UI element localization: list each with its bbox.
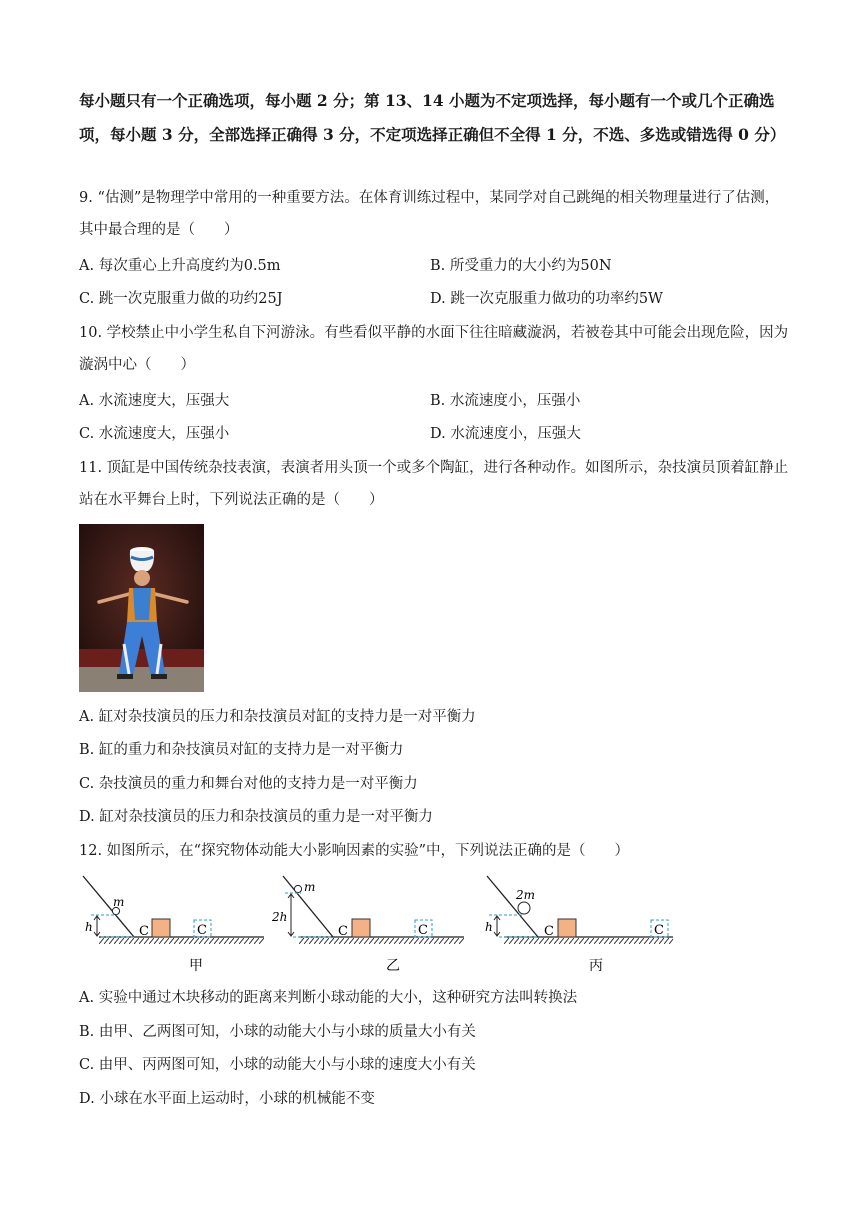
question-10-option-a: A. 水流速度大，压强大 [79, 393, 230, 409]
question-12-option-d: D. 小球在水平面上运动时，小球的机械能不变 [79, 1091, 375, 1107]
yi-wood-block [352, 919, 370, 937]
question-12-option-c: C. 由甲、丙两图可知，小球的动能大小与小球的速度大小有关 [79, 1057, 476, 1073]
section-instructions: 每小题只有一个正确选项，每小题 2 分；第 13、14 小题为不定项选择，每小题有一个或几个正确选项，每小题 3 分，全部选择正确得 3 分，不定项选择正确但不全得 1 分，不选、多选或错选得 0 分） [79, 91, 786, 144]
jia-wood-block [152, 919, 170, 937]
question-11-option-d: D. 缸对杂技演员的压力和杂技演员的重力是一对平衡力 [79, 809, 433, 825]
question-10-option-d: D. 水流速度小，压强大 [430, 426, 581, 442]
bing-block-label: C [544, 924, 554, 939]
question-9-option-c: C. 跳一次克服重力做的功约25J [79, 291, 283, 307]
jia-caption: 甲 [189, 958, 203, 974]
jia-mass-label: m [113, 895, 125, 909]
bing-caption: 丙 [589, 958, 603, 974]
jia-height-label: h [85, 920, 93, 934]
question-11-option-a: A. 缸对杂技演员的压力和杂技演员对缸的支持力是一对平衡力 [79, 709, 476, 725]
kinetic-energy-experiment-figure [79, 872, 679, 976]
question-9-stem: 9. “估测”是物理学中常用的一种重要方法。在体育训练过程中，某同学对自己跳绳的相关物理量进行了估测，其中最合理的是（ ） [79, 190, 780, 238]
question-11-option-b: B. 缸的重力和杂技演员对缸的支持力是一对平衡力 [79, 742, 404, 758]
jia-block-ghost-label: C [197, 923, 207, 938]
question-12-option-b: B. 由甲、乙两图可知，小球的动能大小与小球的质量大小有关 [79, 1024, 476, 1040]
figure-bing [485, 876, 673, 974]
yi-block-ghost-label: C [418, 923, 428, 938]
jia-block-label: C [139, 924, 149, 939]
yi-mass-label: m [304, 880, 316, 894]
question-10-option-c: C. 水流速度大，压强小 [79, 426, 230, 442]
acrobat-jar-balancing-photo [79, 524, 204, 692]
question-12-stem: 12. 如图所示，在“探究物体动能大小影响因素的实验”中，下列说法正确的是（ ） [79, 843, 629, 859]
figure-yi [271, 876, 464, 974]
question-11-option-c: C. 杂技演员的重力和舞台对他的支持力是一对平衡力 [79, 776, 418, 792]
bing-height-label: h [485, 920, 493, 934]
question-10-option-b: B. 水流速度小，压强小 [430, 393, 581, 409]
yi-caption: 乙 [386, 958, 400, 974]
bing-mass-label: 2m [516, 888, 536, 902]
question-9-option-d: D. 跳一次克服重力做功的功率约5W [430, 291, 663, 307]
bing-wood-block [558, 919, 576, 937]
question-12-option-a: A. 实验中通过木块移动的距离来判断小球动能的大小，这种研究方法叫转换法 [79, 990, 578, 1006]
question-9-option-b: B. 所受重力的大小约为50N [430, 258, 612, 274]
bing-block-ghost-label: C [654, 923, 664, 938]
yi-height-label: 2h [272, 910, 288, 924]
question-10-stem: 10. 学校禁止中小学生私自下河游泳。有些看似平静的水面下往往暗藏漩涡，若被卷其中可能会出现危险，因为漩涡中心（ ） [79, 325, 789, 373]
yi-block-label: C [338, 924, 348, 939]
figure-jia [83, 876, 264, 974]
question-11-stem: 11. 顶缸是中国传统杂技表演，表演者用头顶一个或多个陶缸，进行各种动作。如图所示，杂技演员顶着缸静止站在水平舞台上时，下列说法正确的是（ ） [79, 460, 789, 508]
question-9-option-a: A. 每次重心上升高度约为0.5m [79, 258, 281, 274]
